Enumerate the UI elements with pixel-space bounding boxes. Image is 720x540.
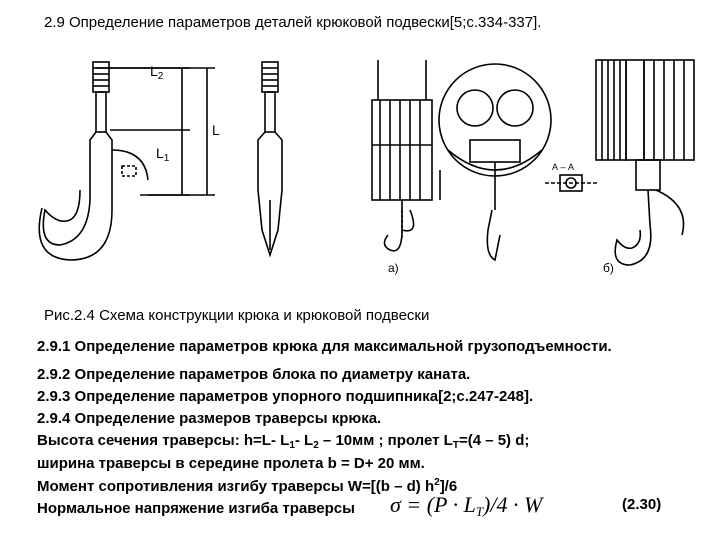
hook-side-drawing — [258, 62, 282, 255]
line-2-9-2: 2.9.2 Определение параметров блока по диаметру каната. — [37, 366, 471, 383]
label-l1: $L_1$ — [156, 145, 170, 164]
hook-block-b-drawing — [596, 60, 694, 265]
page-title: 2.9 Определение параметров деталей крюковой подвески[5;с.334-337]. — [44, 14, 542, 31]
label-l2: $L_2$ — [150, 63, 164, 82]
hook-block-side-drawing — [439, 64, 551, 260]
line-traverse-width: ширина траверсы в середине пролета b = D+ 20 мм. — [37, 455, 425, 472]
line-traverse-height: Высота сечения траверсы: h=L- $L_1-$ $L_2 - 10мм$ ; пролет $L_T=(4 - 5)$ d; — [37, 432, 530, 451]
hook-left-drawing — [39, 62, 215, 260]
label-l: L — [212, 122, 220, 138]
figure-caption: Рис.2.4 Схема конструкции крюка и крюковой подвески — [44, 307, 430, 324]
line-2-9-1: 2.9.1 Определение параметров крюка для максимальной грузоподъемности. — [37, 338, 612, 355]
line-normal-stress: Нормальное напряжение изгиба траверсы — [37, 500, 355, 517]
section-a-a-drawing — [545, 175, 598, 191]
line-2-9-3: 2.9.3 Определение параметров упорного подшипника[2;с.247-248]. — [37, 388, 534, 405]
hook-block-front-drawing — [372, 60, 432, 251]
label-a: а) — [388, 261, 399, 275]
label-b: б) — [603, 261, 614, 275]
equation-number: (2.30) — [622, 496, 662, 513]
line-2-9-4: 2.9.4 Определение размеров траверсы крюка. — [37, 410, 382, 427]
line-moment: Момент сопротивления изгибу траверсы W=[(b – d) $h^2]/6$ — [37, 477, 458, 495]
hook-diagram — [0, 40, 720, 300]
stress-formula: σ = (P · LT)/4 · W — [390, 492, 543, 519]
label-aa: А – А — [552, 162, 575, 172]
